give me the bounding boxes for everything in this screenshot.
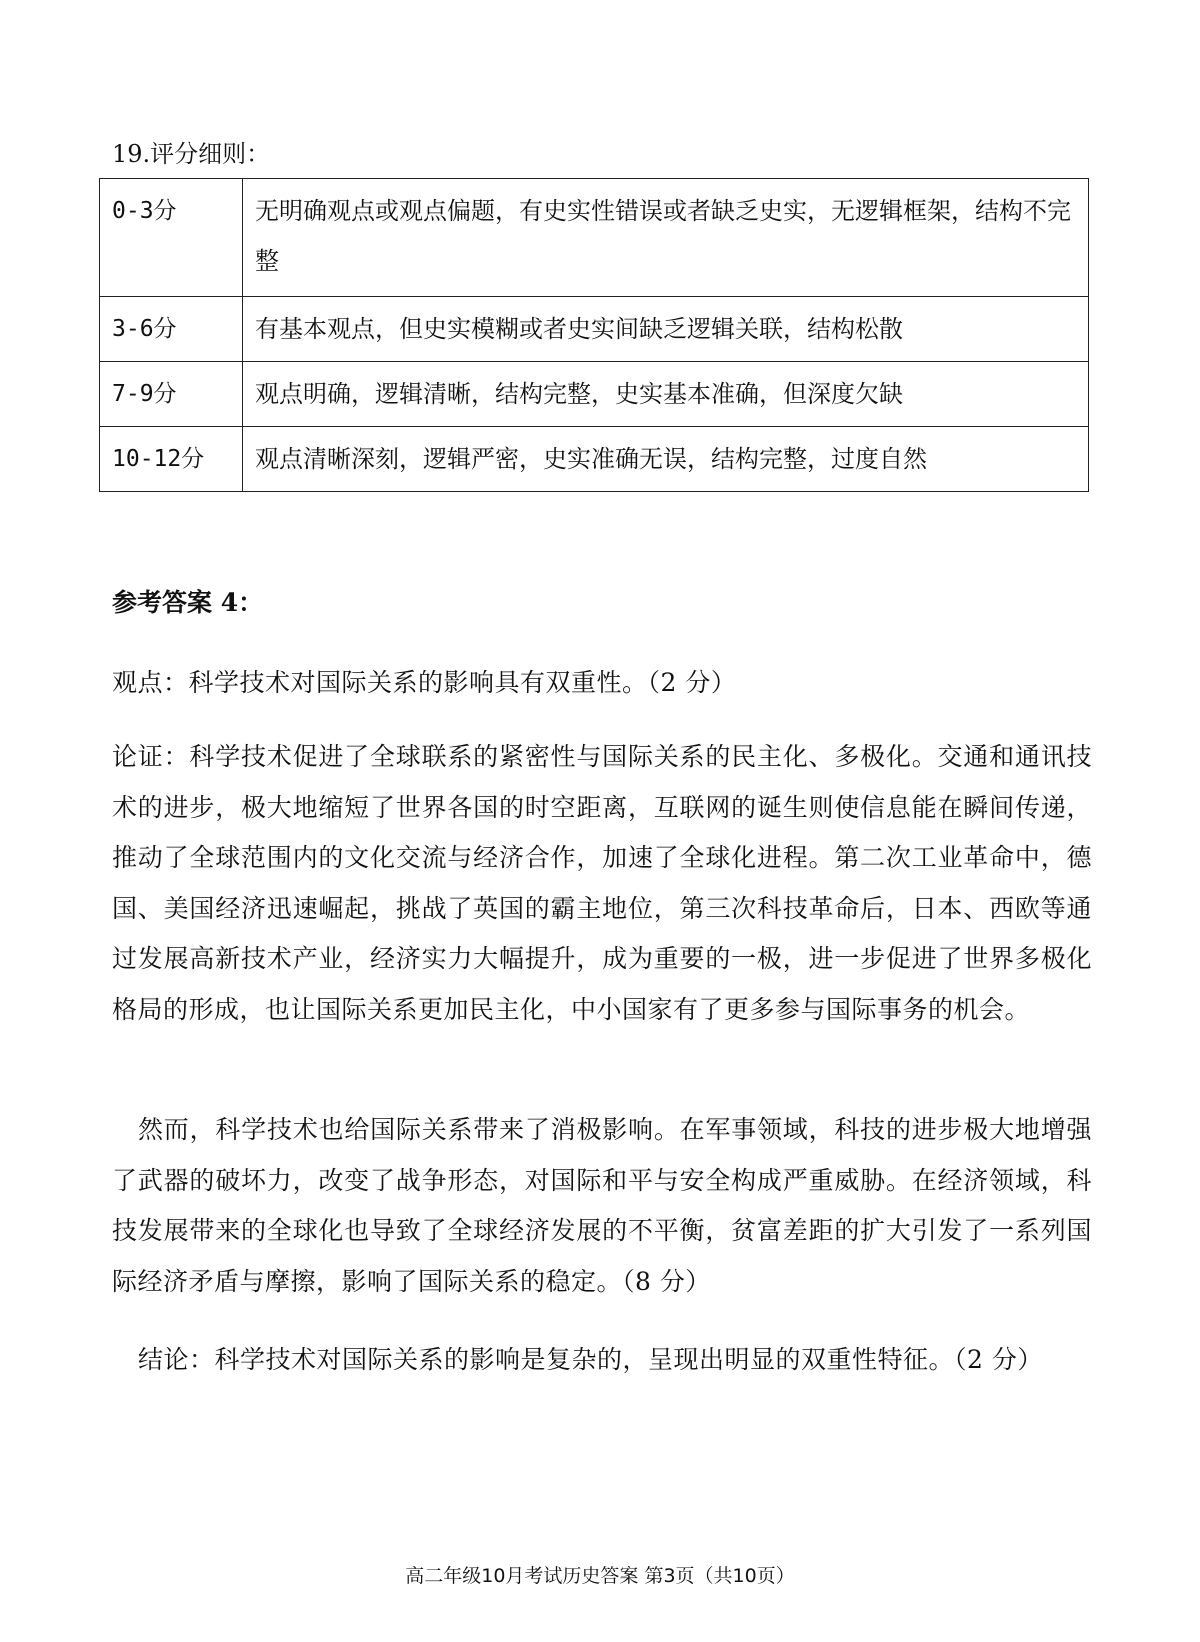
page-footer: 高二年级10月考试历史答案 第3页（共10页）	[405, 1565, 795, 1587]
score-range-cell: 10-12分	[100, 427, 243, 492]
table-row	[100, 179, 1089, 297]
reference-answer-heading: 参考答案 4：	[112, 588, 264, 617]
score-range-cell: 7-9分	[100, 362, 243, 427]
score-range-cell: 3-6分	[100, 297, 243, 362]
score-range-cell: 0-3分	[100, 179, 243, 297]
argument-paragraph: 论证：科学技术促进了全球联系的紧密性与国际关系的民主化、多极化。交通和通讯技术的进步，极大地缩短了世界各国的时空距离，互联网的诞生则使信息能在瞬间传递，推动了全球范围内的文化交流与经济合作，加速了全球化进程。第二次工业革命中，德国、美国经济迅速崛起，挑战了英国的霸主地位，第三次科技革命后，日本、西欧等通过发展高新技术产业，经济实力大幅提升，成为重要的一极，进一步促进了世界多极化格局的形成，也让国际关系更加民主化，中小国家有了更多参与国际事务的机会。	[112, 742, 1092, 1024]
table-row	[100, 297, 1089, 362]
viewpoint-paragraph: 观点：科学技术对国际关系的影响具有双重性。（2 分）	[112, 668, 737, 697]
table-row	[100, 427, 1089, 492]
criteria-cell: 无明确观点或观点偏题，有史实性错误或者缺乏史实，无逻辑框架，结构不完整	[243, 179, 1089, 297]
table-row	[100, 362, 1089, 427]
criteria-cell: 观点明确，逻辑清晰，结构完整，史实基本准确，但深度欠缺	[243, 362, 1089, 427]
rubric-heading: 19.评分细则：	[112, 140, 271, 168]
criteria-cell: 有基本观点，但史实模糊或者史实间缺乏逻辑关联，结构松散	[243, 297, 1089, 362]
conclusion-paragraph: 结论：科学技术对国际关系的影响是复杂的，呈现出明显的双重性特征。（2 分）	[138, 1345, 1043, 1374]
rubric-table	[99, 178, 1089, 492]
negative-impact-paragraph: 然而，科学技术也给国际关系带来了消极影响。在军事领域，科技的进步极大地增强了武器的破坏力，改变了战争形态，对国际和平与安全构成严重威胁。在经济领域，科技发展带来的全球化也导致了全球经济发展的不平衡，贫富差距的扩大引发了一系列国际经济矛盾与摩擦，影响了国际关系的稳定。（8 分）	[112, 1115, 1092, 1296]
criteria-cell: 观点清晰深刻，逻辑严密，史实准确无误，结构完整，过度自然	[243, 427, 1089, 492]
